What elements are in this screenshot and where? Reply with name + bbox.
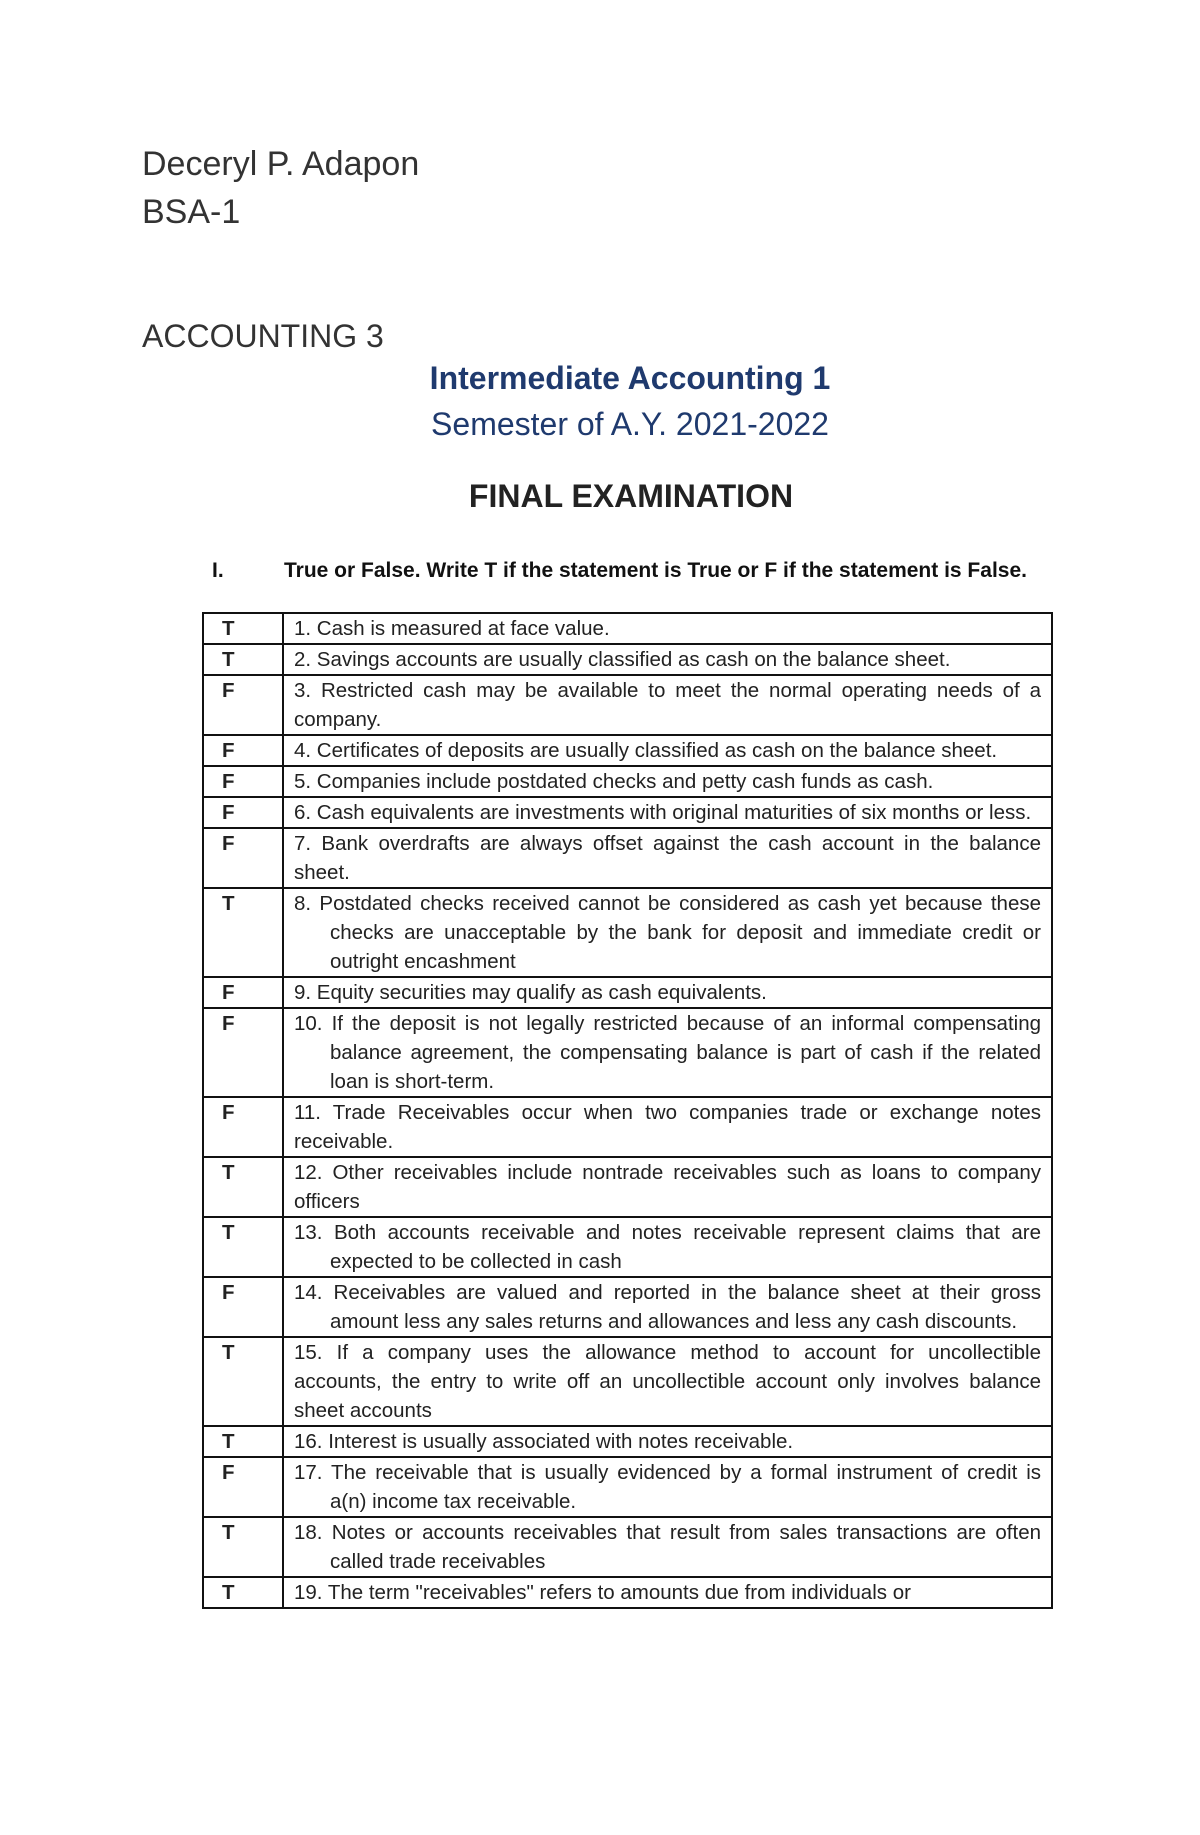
statement-cell (283, 1157, 1052, 1217)
statement-cell (283, 977, 1052, 1008)
table-row (203, 1577, 1052, 1608)
statement-text: 18. Notes or accounts receivables that result from sales transactions are often called trade receivables (294, 1521, 1041, 1573)
answer-cell: T (203, 613, 283, 644)
true-false-table-body (203, 613, 1052, 1608)
answer-cell: F (203, 977, 283, 1008)
answer-cell: F (203, 675, 283, 735)
table-row (203, 675, 1052, 735)
statement-cell (283, 1517, 1052, 1577)
answer-cell: F (203, 1008, 283, 1097)
statement-text: 2. Savings accounts are usually classified as cash on the balance sheet. (294, 648, 951, 671)
statement-cell (283, 797, 1052, 828)
answer-cell: F (203, 1097, 283, 1157)
answer-cell: F (203, 735, 283, 766)
statement-text: 5. Companies include postdated checks and petty cash funds as cash. (294, 770, 934, 793)
true-false-table (202, 612, 1053, 1609)
statement-cell (283, 1577, 1052, 1608)
answer-cell: T (203, 1517, 283, 1577)
table-row (203, 644, 1052, 675)
answer-cell: T (203, 1337, 283, 1426)
statement-cell (283, 735, 1052, 766)
statement-text: 16. Interest is usually associated with notes receivable. (294, 1430, 794, 1453)
table-row (203, 1277, 1052, 1337)
table-row (203, 797, 1052, 828)
statement-text: 3. Restricted cash may be available to meet the normal operating needs of a company. (294, 679, 1041, 731)
table-row (203, 735, 1052, 766)
table-row (203, 613, 1052, 644)
statement-text: 4. Certificates of deposits are usually classified as cash on the balance sheet. (294, 739, 998, 762)
statement-cell (283, 888, 1052, 977)
table-row (203, 888, 1052, 977)
table-row (203, 1217, 1052, 1277)
statement-cell (283, 1337, 1052, 1426)
answer-cell: T (203, 644, 283, 675)
table-row (203, 766, 1052, 797)
statement-text: 6. Cash equivalents are investments with original maturities of six months or less. (294, 801, 1032, 824)
statement-text: 14. Receivables are valued and reported in the balance sheet at their gross amount less any sales returns and allowances and less any cash discounts. (294, 1281, 1041, 1333)
statement-cell (283, 766, 1052, 797)
table-row (203, 977, 1052, 1008)
table-row (203, 1157, 1052, 1217)
student-name: Deceryl P. Adapon (142, 145, 420, 183)
course-code: ACCOUNTING 3 (142, 318, 384, 354)
statement-text: 12. Other receivables include nontrade receivables such as loans to company officers (294, 1161, 1041, 1213)
statement-cell (283, 1457, 1052, 1517)
answer-cell: T (203, 1217, 283, 1277)
exam-title: FINAL EXAMINATION (468, 478, 794, 514)
statement-text: 8. Postdated checks received cannot be considered as cash yet because these checks are unacceptable by the bank for deposit and immediate credit or outright encashment (294, 892, 1041, 973)
statement-cell (283, 675, 1052, 735)
statement-cell (283, 644, 1052, 675)
student-section: BSA-1 (142, 193, 241, 231)
answer-cell: T (203, 888, 283, 977)
answer-cell: T (203, 1577, 283, 1608)
answer-cell: F (203, 797, 283, 828)
statement-cell (283, 1277, 1052, 1337)
answer-cell: F (203, 1277, 283, 1337)
statement-text: 11. Trade Receivables occur when two companies trade or exchange notes receivable. (294, 1101, 1041, 1153)
student-info (142, 140, 419, 236)
semester-label: Semester of A.Y. 2021-2022 (431, 406, 829, 442)
statement-text: 17. The receivable that is usually evidenced by a formal instrument of credit is a(n) income tax receivable. (294, 1461, 1041, 1513)
table-row (203, 1337, 1052, 1426)
statement-text: 15. If a company uses the allowance method to account for uncollectible accounts, the entry to write off an uncollectible account only involves balance sheet accounts (294, 1341, 1041, 1422)
table-row (203, 1097, 1052, 1157)
answer-cell: F (203, 1457, 283, 1517)
statement-cell (283, 828, 1052, 888)
statement-text: 13. Both accounts receivable and notes receivable represent claims that are expected to be collected in cash (294, 1221, 1041, 1273)
table-row (203, 1426, 1052, 1457)
statement-cell (283, 1426, 1052, 1457)
statement-text: 19. The term "receivables" refers to amounts due from individuals or (294, 1581, 911, 1604)
instructions-text: True or False. Write T if the statement is True or F if the statement is False. (284, 559, 1027, 582)
table-row (203, 1008, 1052, 1097)
statement-cell (283, 1008, 1052, 1097)
table-row (203, 828, 1052, 888)
statement-cell (283, 1097, 1052, 1157)
instructions-number: I. (212, 559, 224, 582)
instructions (212, 555, 1062, 586)
statement-cell (283, 613, 1052, 644)
answer-cell: T (203, 1426, 283, 1457)
answer-cell: T (203, 1157, 283, 1217)
statement-text: 1. Cash is measured at face value. (294, 617, 610, 640)
statement-text: 9. Equity securities may qualify as cash equivalents. (294, 981, 767, 1004)
statement-text: 10. If the deposit is not legally restricted because of an informal compensating balance agreement, the compensating balance is part of cash if the related loan is short-term. (294, 1012, 1041, 1093)
table-row (203, 1457, 1052, 1517)
statement-cell (283, 1217, 1052, 1277)
answer-cell: F (203, 828, 283, 888)
answer-cell: F (203, 766, 283, 797)
subject-title: Intermediate Accounting 1 (429, 360, 831, 396)
table-row (203, 1517, 1052, 1577)
statement-text: 7. Bank overdrafts are always offset against the cash account in the balance sheet. (294, 832, 1041, 884)
